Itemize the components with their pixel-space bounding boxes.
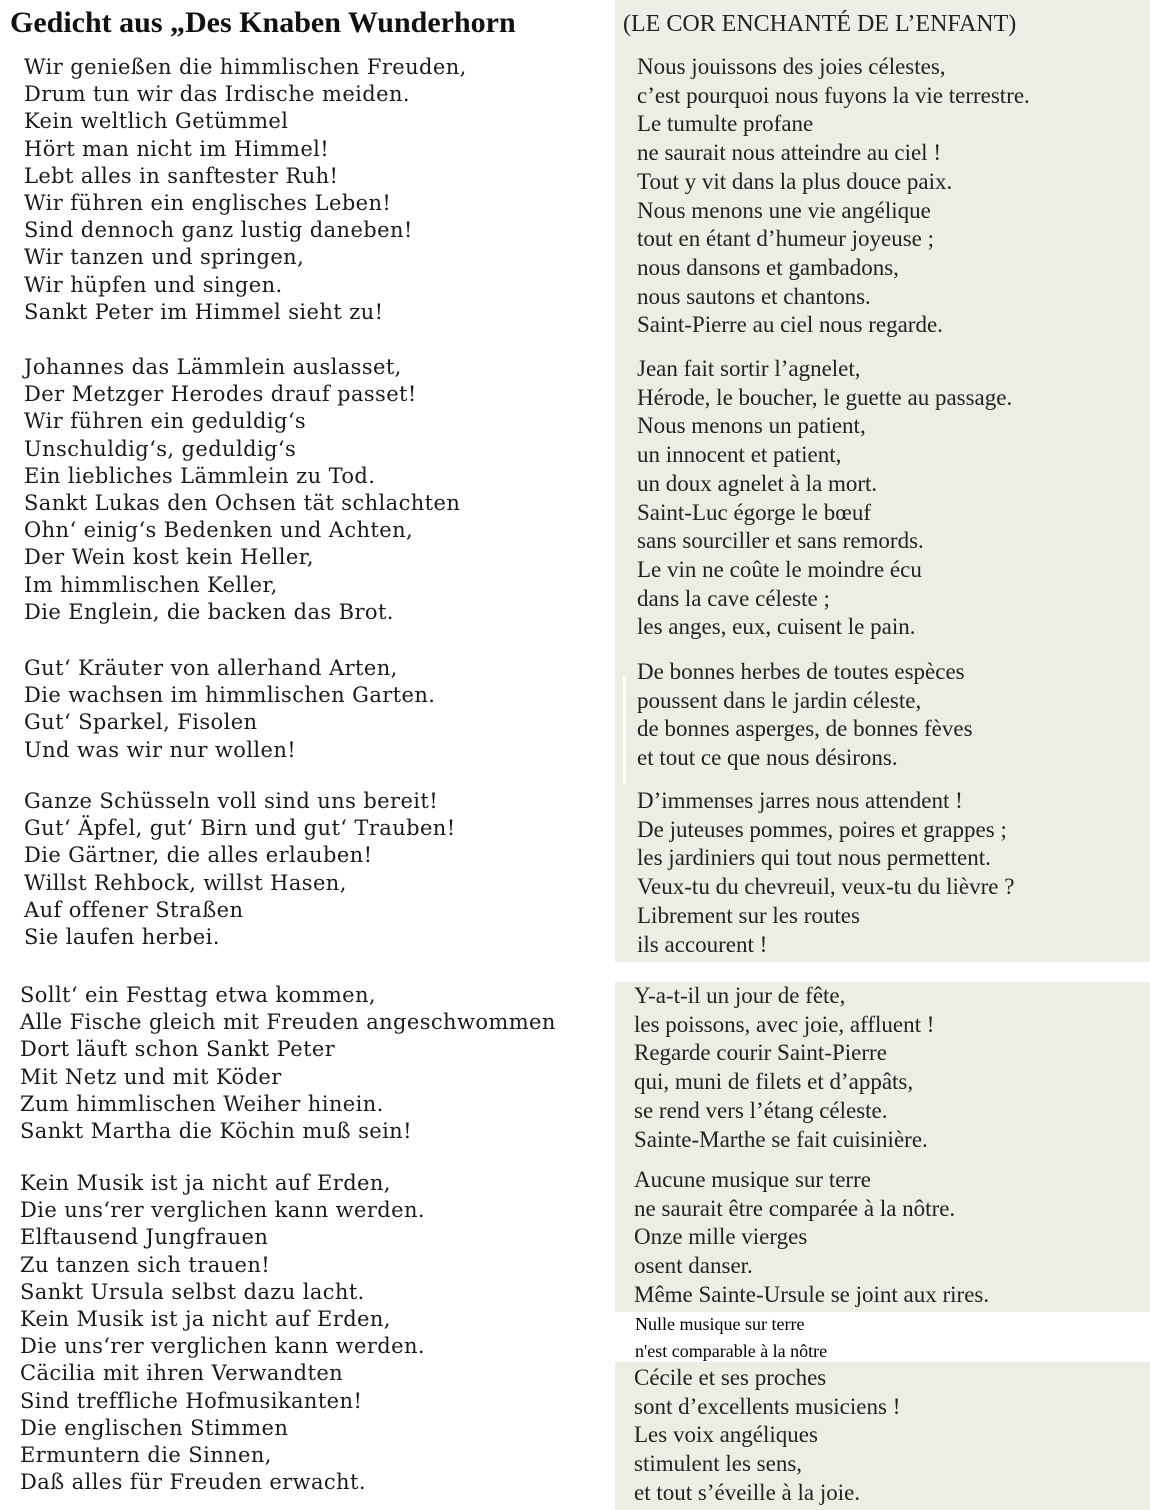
french-line: Regarde courir Saint-Pierre	[634, 1040, 887, 1066]
german-line: Daß alles für Freuden erwacht.	[20, 1470, 366, 1495]
french-line: D’immenses jarres nous attendent !	[637, 788, 963, 813]
german-line: Auf offener Straßen	[24, 897, 244, 922]
german-line: Gut‘ Kräuter von allerhand Arten,	[24, 656, 398, 680]
french-line: sont d’excellents musiciens !	[634, 1393, 901, 1419]
german-line: Elftausend Jungfrauen	[20, 1225, 269, 1250]
german-line: Wir tanzen und springen,	[24, 245, 305, 270]
german-line: Und was wir nur wollen!	[24, 737, 297, 762]
french-stanza-7	[634, 1364, 900, 1508]
german-line: Gut‘ Äpfel, gut‘ Birn und gut‘ Trauben!	[24, 816, 456, 841]
german-line: Kein Musik ist ja nicht auf Erden,	[20, 1171, 391, 1195]
german-line: Ganze Schüsseln voll sind uns bereit!	[24, 789, 439, 813]
german-line: Der Wein kost kein Heller,	[24, 545, 314, 570]
german-line: Wir genießen die himmlischen Freuden,	[24, 55, 467, 79]
french-line: de bonnes asperges, de bonnes fèves	[637, 716, 973, 742]
page-title-german: Gedicht aus „Des Knaben Wunderhorn	[10, 6, 516, 39]
french-line: Le vin ne coûte le moindre écu	[637, 556, 922, 582]
german-line: Willst Rehbock, willst Hasen,	[24, 870, 347, 895]
german-line: Sind dennoch ganz lustig daneben!	[24, 218, 413, 243]
german-line: Wir hüpfen und singen.	[24, 272, 283, 297]
french-line: les anges, eux, cuisent le pain.	[637, 614, 916, 640]
french-stanza-2	[637, 355, 1012, 642]
french-line: poussent dans le jardin céleste,	[637, 687, 922, 713]
french-line: et tout s’éveille à la joie.	[634, 1479, 861, 1505]
french-line: Le tumulte profane	[637, 111, 814, 137]
french-line: les poissons, avec joie, affluent !	[634, 1011, 935, 1037]
german-line: Zum himmlischen Weiher hinein.	[20, 1091, 384, 1116]
french-line: Saint-Luc égorge le bœuf	[637, 499, 871, 525]
french-line: Les voix angéliques	[634, 1422, 818, 1448]
german-line: Im himmlischen Keller,	[24, 572, 278, 597]
french-line: Veux-tu du chevreuil, veux-tu du lièvre ?	[637, 874, 1015, 900]
german-line: Cäcilia mit ihren Verwandten	[20, 1361, 344, 1386]
french-line: un innocent et patient,	[637, 442, 842, 468]
french-stanza-3	[637, 658, 973, 773]
german-line: Alle Fische gleich mit Freuden angeschwommen	[20, 1010, 556, 1035]
french-line: Y-a-t-il un jour de fête,	[634, 983, 846, 1008]
french-line: nous dansons et gambadons,	[637, 254, 899, 280]
french-stanza-5	[634, 982, 934, 1154]
french-line: ne saurait nous atteindre au ciel !	[637, 140, 941, 166]
french-line: qui, muni de filets et d’appâts,	[634, 1069, 914, 1095]
french-line: Nous jouissons des joies célestes,	[637, 54, 946, 79]
french-line: stimulent les sens,	[634, 1451, 803, 1477]
german-line: Die uns‘rer verglichen kann werden.	[20, 1198, 425, 1223]
french-added-lines	[635, 1311, 827, 1365]
german-stanza-2	[24, 354, 460, 626]
german-line: Sankt Ursula selbst dazu lacht.	[20, 1279, 365, 1304]
french-line: Librement sur les routes	[637, 902, 860, 928]
french-line: Jean fait sortir l’agnelet,	[637, 356, 861, 381]
french-line: De bonnes herbes de toutes espèces	[637, 659, 965, 684]
french-line: sans sourciller et sans remords.	[637, 528, 924, 554]
french-line: Même Sainte-Ursule se joint aux rires.	[634, 1281, 990, 1307]
german-line: Zu tanzen sich trauen!	[20, 1252, 271, 1277]
french-line: Saint-Pierre au ciel nous regarde.	[637, 312, 943, 338]
french-line: c’est pourquoi nous fuyons la vie terrestre.	[637, 82, 1030, 108]
german-line: Wir führen ein englisches Leben!	[24, 191, 392, 216]
column-divider-mark	[623, 676, 626, 784]
french-line: n'est comparable à la nôtre	[635, 1341, 828, 1361]
german-stanza-4	[24, 788, 456, 951]
german-line: Der Metzger Herodes drauf passet!	[24, 382, 417, 407]
german-line: Sollt‘ ein Festtag etwa kommen,	[20, 983, 376, 1007]
german-line: Gut‘ Sparkel, Fisolen	[24, 710, 258, 735]
german-line: Ohn‘ einig‘s Bedenken und Achten,	[24, 518, 414, 543]
german-line: Drum tun wir das Irdische meiden.	[24, 82, 410, 107]
french-stanza-1	[637, 53, 1030, 340]
german-line: Die uns‘rer verglichen kann werden.	[20, 1334, 425, 1359]
french-line: ne saurait être comparée à la nôtre.	[634, 1195, 956, 1221]
french-stanza-6	[634, 1166, 989, 1310]
german-line: Hört man nicht im Himmel!	[24, 136, 330, 161]
german-line: Sankt Martha die Köchin muß sein!	[20, 1119, 412, 1144]
french-line: un doux agnelet à la mort.	[637, 470, 878, 496]
german-line: Mit Netz und mit Köder	[20, 1064, 282, 1089]
german-line: Sie laufen herbei.	[24, 925, 220, 950]
french-line: et tout ce que nous désirons.	[637, 745, 898, 771]
german-line: Sankt Lukas den Ochsen tät schlachten	[24, 491, 461, 516]
french-line: se rend vers l’étang céleste.	[634, 1097, 888, 1123]
french-line: tout en étant d’humeur joyeuse ;	[637, 226, 935, 252]
french-line: nous sautons et chantons.	[637, 283, 871, 309]
french-line: Nous menons un patient,	[637, 413, 866, 439]
german-line: Dort läuft schon Sankt Peter	[20, 1037, 336, 1062]
french-line: Sainte-Marthe se fait cuisinière.	[634, 1126, 928, 1152]
french-stanza-4	[637, 787, 1014, 959]
german-stanza-3	[24, 655, 435, 764]
german-line: Kein Musik ist ja nicht auf Erden,	[20, 1307, 391, 1332]
page-title-french: (LE COR ENCHANTÉ DE L’ENFANT)	[623, 11, 1017, 37]
german-line: Die Gärtner, die alles erlauben!	[24, 843, 373, 868]
french-line: les jardiniers qui tout nous permettent.	[637, 845, 991, 871]
german-line: Die wachsen im himmlischen Garten.	[24, 683, 436, 708]
german-line: Kein weltlich Getümmel	[24, 109, 289, 134]
german-stanza-1	[24, 54, 467, 326]
german-line: Lebt alles in sanftester Ruh!	[24, 163, 339, 188]
german-line: Johannes das Lämmlein auslasset,	[24, 355, 402, 379]
german-stanza-5	[20, 982, 556, 1145]
german-line: Die Englein, die backen das Brot.	[24, 599, 394, 624]
german-line: Ein liebliches Lämmlein zu Tod.	[24, 463, 376, 488]
german-line: Sind treffliche Hofmusikanten!	[20, 1388, 363, 1413]
french-line: Nulle musique sur terre	[635, 1314, 805, 1334]
german-stanza-6	[20, 1170, 425, 1496]
french-line: Nous menons une vie angélique	[637, 197, 931, 223]
german-line: Sankt Peter im Himmel sieht zu!	[24, 299, 384, 324]
french-line: Tout y vit dans la plus douce paix.	[637, 168, 953, 194]
french-line: De juteuses pommes, poires et grappes ;	[637, 816, 1007, 842]
french-line: Onze mille vierges	[634, 1224, 808, 1250]
german-line: Ermuntern die Sinnen,	[20, 1443, 272, 1468]
french-line: dans la cave céleste ;	[637, 585, 830, 611]
german-line: Unschuldig‘s, geduldig‘s	[24, 436, 297, 461]
french-line: Hérode, le boucher, le guette au passage.	[637, 384, 1013, 410]
french-line: ils accourent !	[637, 931, 768, 957]
french-line: Cécile et ses proches	[634, 1365, 827, 1390]
german-line: Die englischen Stimmen	[20, 1415, 289, 1440]
french-line: osent danser.	[634, 1253, 753, 1279]
german-line: Wir führen ein geduldig‘s	[24, 409, 307, 434]
french-line: Aucune musique sur terre	[634, 1167, 871, 1192]
